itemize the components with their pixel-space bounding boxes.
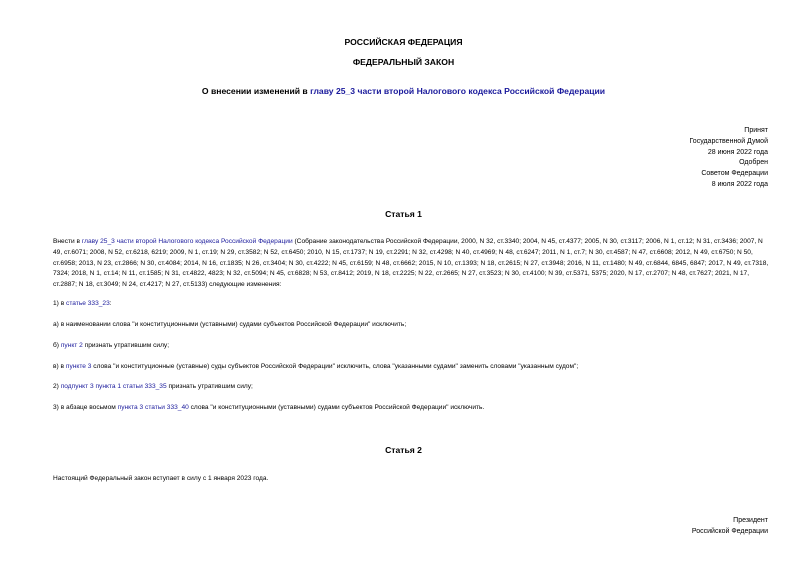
law-type-heading: ФЕДЕРАЛЬНЫЙ ЗАКОН [352,57,455,67]
adoption-line: 8 июля 2022 года [711,180,768,188]
item-1-prefix: 1) в [53,300,67,307]
adoption-line: Государственной Думой [689,137,768,145]
item-v-prefix: в) в [53,363,66,370]
item-1-suffix: : [109,300,112,307]
item-2-prefix: 2) [53,383,61,390]
item-2-suffix: признать утратившим силу; [166,383,253,390]
law-title-link[interactable]: главу 25_3 части второй Налогового кодекса Российской Федерации [310,86,606,96]
item-3 [53,403,769,414]
item-1 [53,299,769,310]
adoption-line: Советом Федерации [701,170,768,178]
adoption-block [689,126,768,191]
adoption-line: 28 июня 2022 года [707,148,768,156]
law-title [0,86,807,96]
adoption-line: Одобрен [739,159,768,167]
item-2 [53,382,769,393]
article-1-heading: Статья 1 [385,209,422,219]
signature-line: Президент [733,517,768,524]
item-3-suffix: слова "и конституционными (уставными) судами субъектов Российской Федерации" исключить. [188,404,485,411]
signature-block [692,516,768,537]
item-b-suffix: признать утратившим силу; [82,342,170,349]
item-b-prefix: б) [53,342,61,349]
item-b-link[interactable]: пункт 2 [60,342,83,349]
law-title-prefix: О внесении изменений в [201,86,311,96]
country-heading: РОССИЙСКАЯ ФЕДЕРАЦИЯ [344,37,463,47]
article-2-heading: Статья 2 [385,445,422,455]
item-3-prefix: 3) в абзаце восьмом [53,404,118,411]
item-3-link[interactable]: пункта 3 статьи 333_40 [117,404,189,411]
intro-prefix: Внести в [53,238,82,245]
item-b [53,341,769,352]
item-v-suffix: слова "и конституционные (уставные) суды субъектов Российской Федерации" исключить, слова "указанными судами" заменить словами "указанным судом"; [91,363,579,370]
item-a: а) в наименовании слова "и конституционными (уставными) судами субъектов Российской Федерации" исключить; [53,321,407,328]
intro-text: (Собрание законодательства Российской Федерации, 2000, N 32, ст.3340; 2004, N 45, ст.4377; 2005, N 30, ст.3117; 2006, N 1, ст.12; N 31, ст.3436; 2007, N 49, ст.6071; 2008, N 52, ст.6218, 6219; 2009, N 1, ст.19; N 29, ст.3582; N 52, ст.6450; 2010, N 15, ст.1737; N 19, ст.2291; N 32, ст.4298; N 40, ст.4969; N 48, ст.6247; 2011, N 1, ст.7; N 30, ст.4587; N 47, ст.6608; 2012, N 49, ст.6750; N 50, ст.6958; 2013, N 23, ст.2866; N 30, ст.4084; 2014, N 16, ст.1835; N 26, ст.3404; N 30, ст.4222; N 45, ст.6159; N 48, ст.6662; 2015, N 10, ст.1393; N 18, ст.2615; N 27, ст.3948; 2016, N 11, ст.1480; N 49, ст.6844, 6845, 6847; 2017, N 49, ст.7318, 7324; 2018, N 1, ст.14; N 11, ст.1585; N 31, ст.4822, 4823; N 32, ст.5094; N 45, ст.6828; N 53, ст.8412; 2019, N 18, ст.2225; N 22, ст.2665; N 27, ст.3523; N 30, ст.4100; N 39, ст.5371, 5375; 2020, N 17, ст.2707; N 48, ст.7627; 2021, N 17, ст.2887; N 18, ст.3049; N 24, ст.4217; N 27, ст.5133) следующие изменения: [53,238,769,289]
article-2-text: Настоящий Федеральный закон вступает в силу с 1 января 2023 года. [53,475,269,482]
item-2-link[interactable]: подпункт 3 пункта 1 статьи 333_35 [60,383,167,390]
item-v [53,362,769,373]
article-1-intro [53,237,769,291]
signature-line: Российской Федерации [691,527,768,535]
intro-link[interactable]: главу 25_3 части второй Налогового кодекса Российской Федерации [81,238,293,245]
adoption-line: Принят [744,127,768,134]
item-v-link[interactable]: пункте 3 [65,363,92,370]
item-1-link[interactable]: статье 333_23 [66,300,110,307]
